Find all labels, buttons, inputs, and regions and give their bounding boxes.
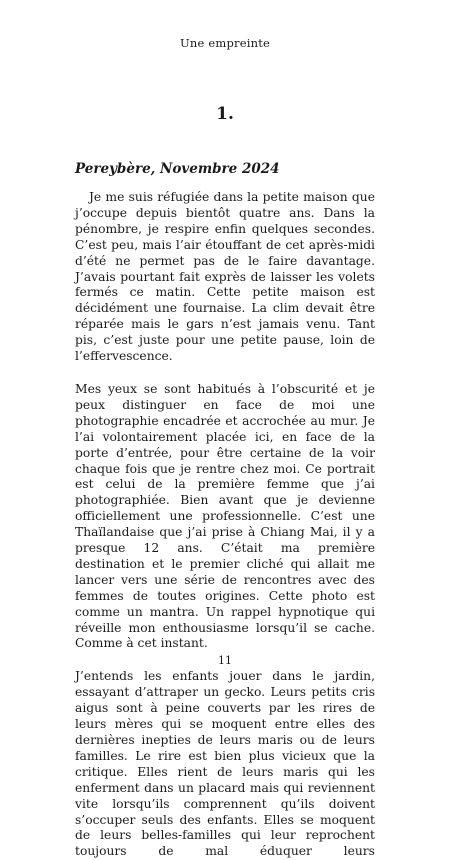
chapter-body (75, 190, 375, 860)
paragraph-3: J’entends les enfants jouer dans le jardin, essayant d’attraper un gecko. Leurs petits cris aigus sont à peine couverts par les rires de leurs mères qui se moquent entre elles des dernières inepties de leurs maris ou de leurs familles. Le rire est bien plus vicieux que la critique. Elles rient de leurs maris qui les enferment dans un placard mais qui reviennent vite lorsqu’ils comprennent qu’ils doivent s’occuper seuls des enfants. Elles se moquent de leurs belles-familles qui leur reprochent toujours de mal éduquer leurs (75, 669, 375, 859)
paragraph-1: Je me suis réfugiée dans la petite maison que j’occupe depuis bientôt quatre ans. Dans la pénombre, je respire enfin quelques secondes. C’est peu, mais l’air étouffant de cet après-midi d’été ne permet pas de le faire davantage. J’avais pourtant fait exprès de laisser les volets fermés ce matin. Cette petite maison est décidément une fournaise. La clim devait être réparée mais le gars n’est jamais venu. Tant pis, c’est juste pour une petite pause, loin de l’effervescence. (75, 190, 375, 364)
running-header: Une empreinte (179, 36, 271, 50)
page-number: 11 (218, 654, 232, 667)
chapter-number: 1. (216, 104, 234, 124)
paragraph-2: Mes yeux se sont habitués à l’obscurité et je peux distinguer en face de moi une photographie encadrée et accrochée au mur. Je l’ai volontairement placée ici, en face de la porte d’entrée, pour être certaine de la voir chaque fois que je rentre chez moi. Ce portrait est celui de la première femme que j’ai photographiée. Bien avant que je devienne officiellement une professionnelle. C’est une Thaïlandaise que j’ai prise à Chiang Mai, il y a presque 12 ans. C’était ma première destination et le premier cliché qui allait me lancer vers une série de rencontres avec des femmes de toutes origines. Cette photo est comme un mantra. Un rappel hypnotique qui réveille mon enthousiasme lorsqu’il se cache. Comme à cet instant. (75, 381, 375, 651)
chapter-dateline: Pereybère, Novembre 2024 (75, 161, 280, 177)
